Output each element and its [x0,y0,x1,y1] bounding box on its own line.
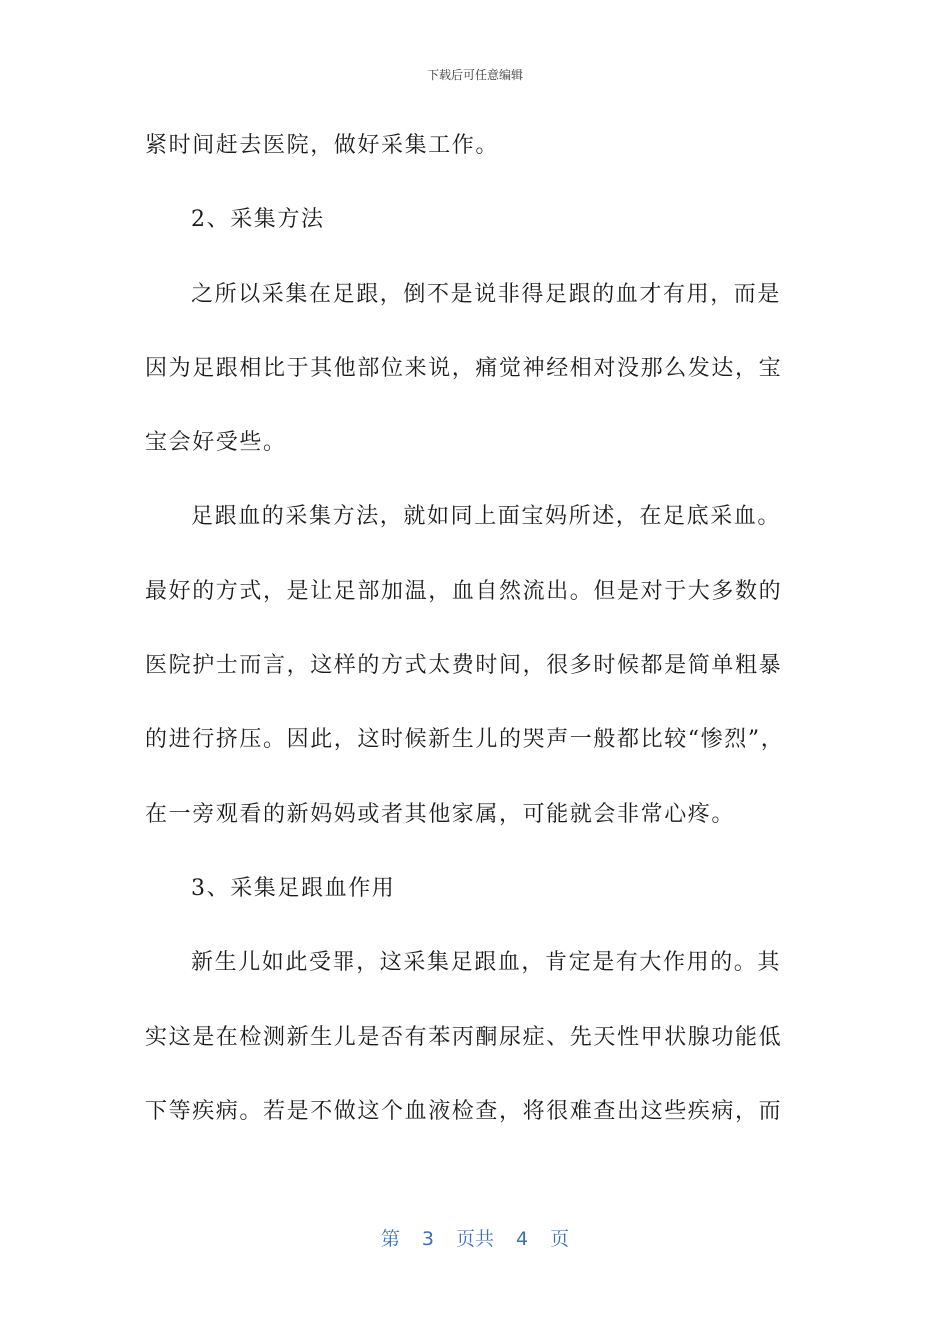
paragraph-line: 医院护士而言，这样的方式太费时间，很多时候都是简单粗暴 [145,653,783,679]
paragraph-line: 最好的方式，是让足部加温，血自然流出。但是对于大多数的 [145,578,783,604]
footer-current-page: 3 [421,1228,434,1250]
section-heading: 3、采集足跟血作用 [191,875,396,901]
paragraph-line: 新生儿如此受罪，这采集足跟血，肯定是有大作用的。其 [191,950,782,976]
paragraph-line: 足跟血的采集方法，就如同上面宝妈所述，在足底采血。 [191,504,782,530]
page-header: 下载后可任意编辑 [426,68,523,82]
paragraph-line: 下等疾病。若是不做这个血液检查，将很难查出这些疾病，而 [145,1098,783,1124]
paragraph-line: 的进行挤压。因此，这时候新生儿的哭声一般都比较“惨烈”， [145,727,785,753]
paragraph-line: 之所以采集在足跟，倒不是说非得足跟的血才有用，而是 [191,281,782,307]
footer-suffix: 页 [550,1228,570,1250]
paragraph-line: 因为足跟相比于其他部位来说，痛觉神经相对没那么发达，宝 [145,355,783,381]
page-footer [0,1224,950,1251]
paragraph-line: 在一旁观看的新妈妈或者其他家属，可能就会非常心疼。 [145,801,736,827]
footer-prefix: 第 [380,1228,400,1250]
paragraph-line: 实这是在检测新生儿是否有苯丙酮尿症、先天性甲状腺功能低 [145,1024,783,1050]
document-body [145,126,805,1166]
paragraph-line: 紧时间赶去医院，做好采集工作。 [145,133,500,158]
footer-total-pages: 4 [516,1228,529,1250]
section-heading: 2、采集方法 [191,207,325,233]
footer-middle: 页共 [455,1228,494,1250]
paragraph-line: 宝会好受些。 [145,430,287,456]
